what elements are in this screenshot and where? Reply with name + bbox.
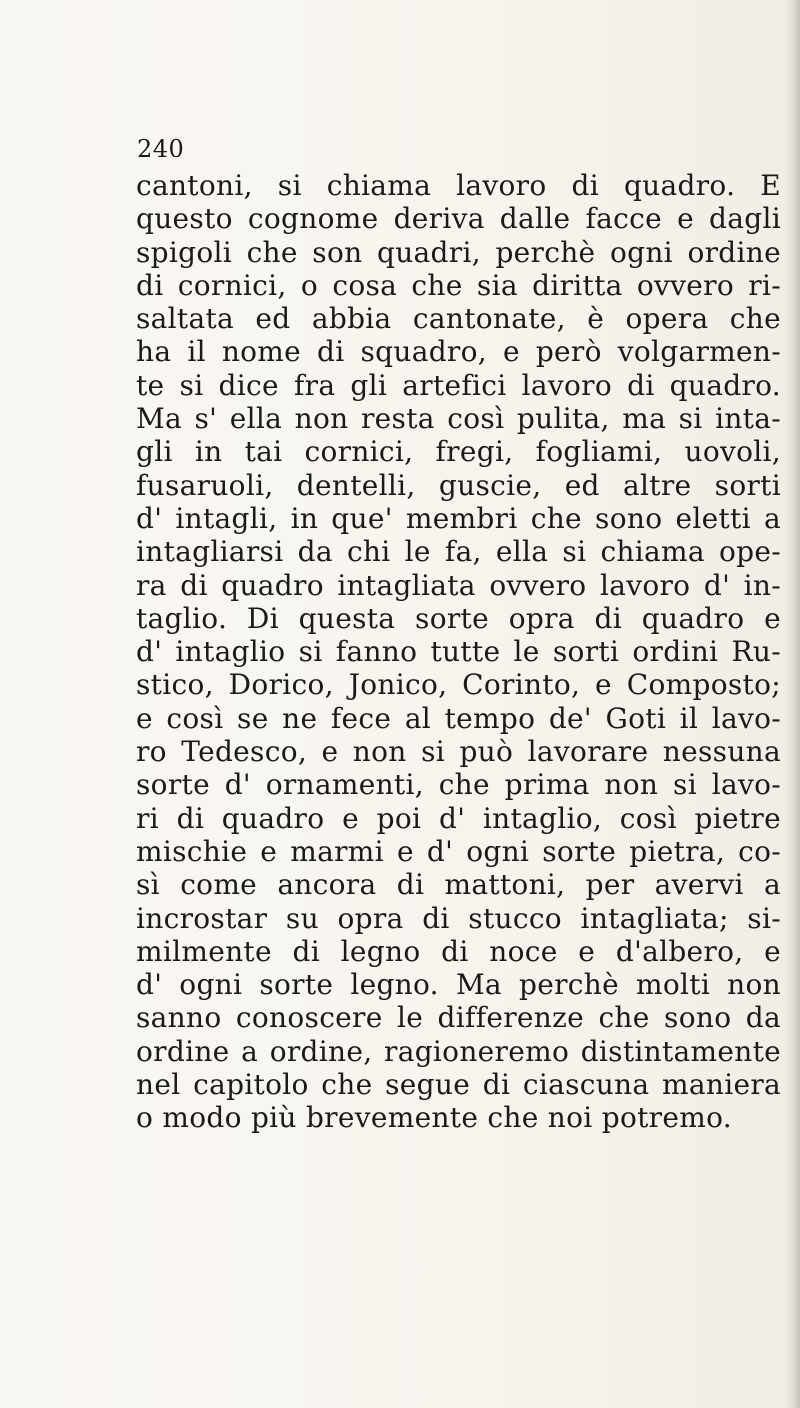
text-line: ha il nome di squadro, e però volgarmen-: [136, 335, 781, 369]
text-line: ordine a ordine, ragioneremo distintamente: [136, 1034, 781, 1068]
text-line: ra di quadro intagliata ovvero lavoro d' in-: [136, 568, 781, 602]
page-binding-shadow: [786, 0, 800, 1408]
text-line: saltata ed abbia cantonate, è opera che: [136, 302, 781, 336]
text-line-last: o modo più brevemente che noi potremo.: [136, 1101, 732, 1135]
text-line: Ma s' ella non resta così pulita, ma si inta-: [136, 402, 781, 436]
text-line: d' intagli, in que' membri che sono eletti a: [136, 501, 781, 535]
text-line: te si dice fra gli artefici lavoro di quadro.: [136, 368, 781, 402]
text-line: di cornici, o cosa che sia diritta ovvero ri-: [136, 268, 781, 302]
text-line: fusaruoli, dentelli, guscie, ed altre sorti: [136, 468, 781, 502]
text-line: spigoli che son quadri, perchè ogni ordine: [136, 235, 781, 269]
text-line: ri di quadro e poi d' intaglio, così pietre: [136, 801, 781, 835]
text-line: d' ogni sorte legno. Ma perchè molti non: [136, 968, 781, 1002]
text-line: stico, Dorico, Jonico, Corinto, e Composto;: [136, 668, 781, 702]
text-line: intagliarsi da chi le fa, ella si chiama ope-: [136, 535, 781, 569]
text-line: cantoni, si chiama lavoro di quadro. E: [136, 169, 781, 202]
text-line: milmente di legno di noce e d'albero, e: [136, 934, 781, 968]
text-line: e così se ne fece al tempo de' Goti il lavo-: [136, 701, 781, 735]
text-line: sanno conoscere le differenze che sono da: [136, 1001, 781, 1035]
text-line: incrostar su opra di stucco intagliata; si-: [136, 901, 781, 935]
body-text: [136, 169, 781, 1135]
text-line: sorte d' ornamenti, che prima non si lavo-: [136, 768, 781, 802]
text-line: ro Tedesco, e non si può lavorare nessuna: [136, 735, 781, 769]
text-line: mischie e marmi e d' ogni sorte pietra, co-: [136, 834, 781, 868]
text-line: taglio. Di questa sorte opra di quadro e: [136, 601, 781, 635]
text-line: d' intaglio si fanno tutte le sorti ordini Ru-: [136, 635, 781, 669]
page-number: 240: [137, 135, 185, 163]
text-line: gli in tai cornici, fregi, fogliami, uovoli,: [136, 435, 781, 469]
text-line: sì come ancora di mattoni, per avervi a: [136, 868, 781, 902]
text-line: questo cognome deriva dalle facce e dagli: [136, 202, 781, 236]
text-line: nel capitolo che segue di ciascuna maniera: [136, 1068, 781, 1102]
